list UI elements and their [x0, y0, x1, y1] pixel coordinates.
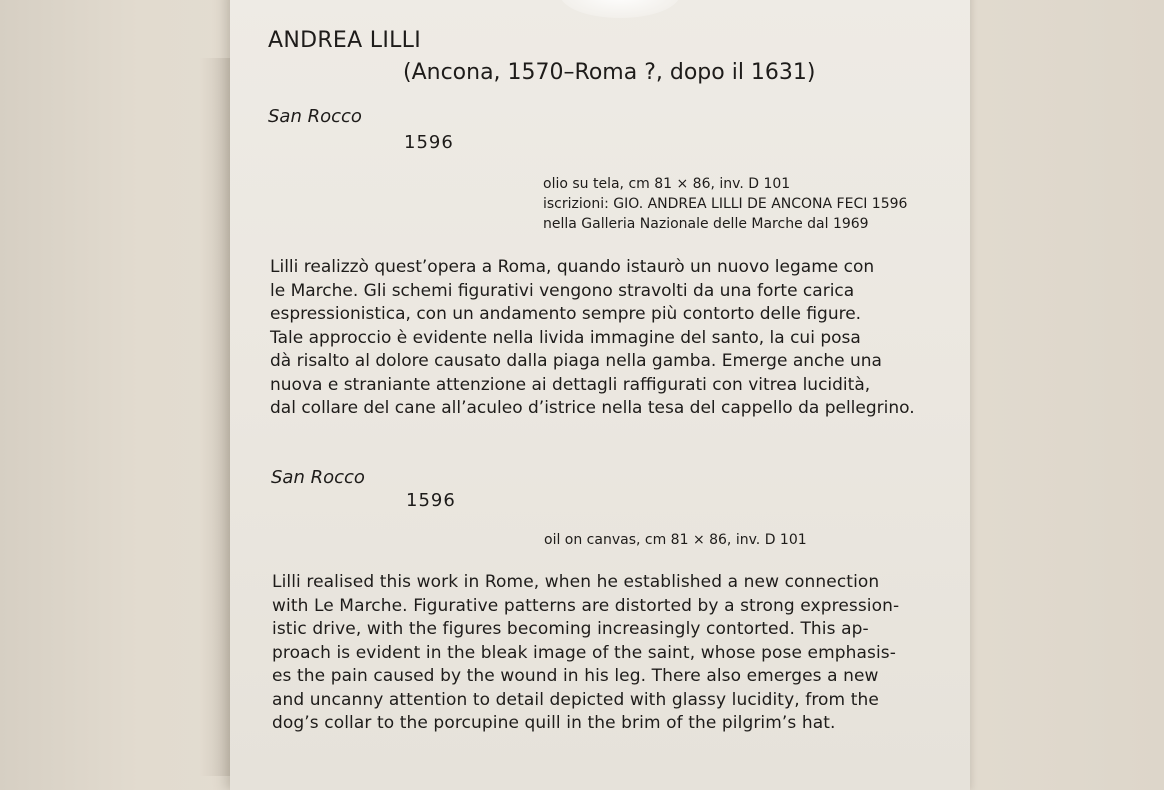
description-line: proach is evident in the bleak image of the saint, whose pose emphasis-: [272, 642, 896, 663]
description-line: le Marche. Gli schemi figurativi vengono stravolti da una forte carica: [270, 280, 855, 301]
description-line: dà risalto al dolore causato dalla piaga nella gamba. Emerge anche una: [270, 351, 882, 371]
description-line: istic drive, with the figures becoming increasingly contorted. This ap-: [272, 619, 869, 639]
description-line: es the pain caused by the wound in his leg. There also emerges a new: [272, 666, 879, 686]
detail-line: olio su tela, cm 81 × 86, inv. D 101: [543, 176, 791, 192]
description-line: Tale approccio è evidente nella livida immagine del santo, la cui posa: [270, 327, 861, 348]
detail-line: iscrizioni: GIO. ANDREA LILLI DE ANCONA FECI 1596: [543, 196, 908, 212]
artwork-title-italian: San Rocco: [268, 106, 362, 127]
artwork-details-english: [544, 530, 807, 550]
detail-line: nella Galleria Nazionale delle Marche dal 1969: [543, 216, 869, 232]
description-line: nuova e straniante attenzione ai dettagli raffigurati con vitrea lucidità,: [270, 374, 871, 395]
artwork-title-english: San Rocco: [271, 467, 365, 488]
artwork-year-english: 1596: [406, 490, 456, 511]
description-line: and uncanny attention to detail depicted with glassy lucidity, from the: [272, 689, 879, 710]
description-line: dal collare del cane all’aculeo d’istrice nella tesa del cappello da pellegrino.: [270, 398, 915, 418]
description-line: espressionistica, con un andamento sempre più contorto delle figure.: [270, 304, 862, 324]
detail-line: oil on canvas, cm 81 × 86, inv. D 101: [544, 532, 807, 548]
description-italian: [270, 256, 915, 421]
artist-name: ANDREA LILLI: [268, 28, 422, 53]
description-line: dog’s collar to the porcupine quill in the brim of the pilgrim’s hat.: [272, 713, 836, 733]
artwork-details-italian: [543, 174, 907, 234]
artist-dates: (Ancona, 1570–Roma ?, dopo il 1631): [403, 60, 816, 85]
description-line: with Le Marche. Figurative patterns are distorted by a strong expression-: [272, 595, 900, 616]
description-line: Lilli realizzò quest’opera a Roma, quando istaurò un nuovo legame con: [270, 257, 875, 277]
description-line: Lilli realised this work in Rome, when he established a new connection: [272, 572, 880, 592]
description-english: [272, 571, 899, 736]
artwork-year-italian: 1596: [404, 132, 454, 153]
